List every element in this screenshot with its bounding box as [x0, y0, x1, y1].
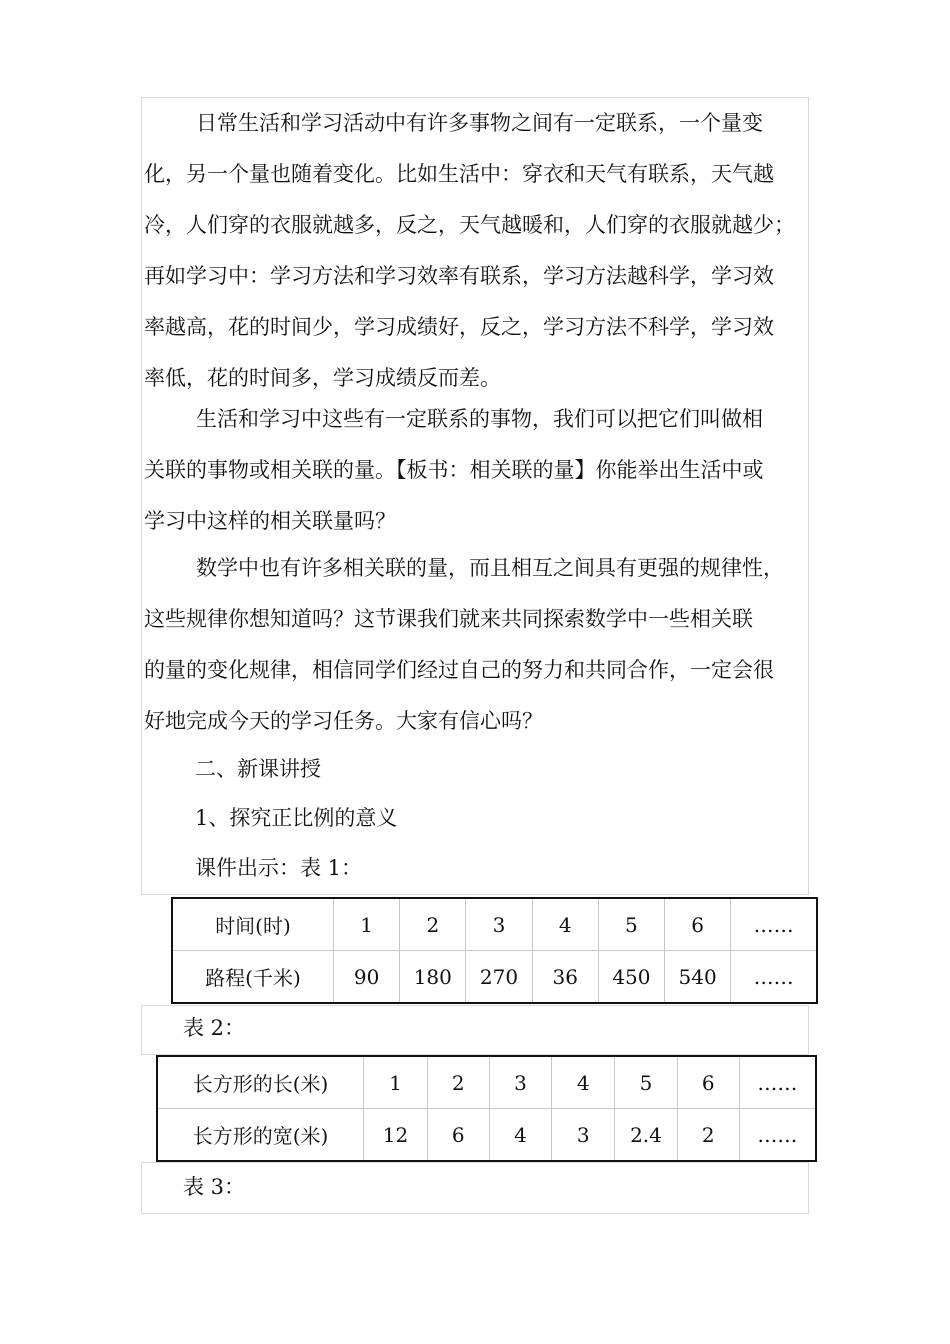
- table-cell: 1: [334, 898, 400, 951]
- table-row: [157, 1056, 816, 1109]
- paragraph-math-rules: [144, 543, 816, 747]
- table-cell: 12: [364, 1109, 428, 1162]
- text-line: 再如学习中：学习方法和学习效率有联系，学习方法越科学，学习效: [144, 264, 774, 288]
- table-3-label: 表 3：: [183, 1175, 246, 1199]
- table-cell: ……: [739, 1109, 816, 1162]
- table-cell: 3: [489, 1056, 552, 1109]
- table-row: [172, 951, 817, 1004]
- row-header: 路程(千米): [172, 951, 334, 1004]
- table-cell: 5: [615, 1056, 678, 1109]
- subsection-heading: 1、探究正比例的意义: [195, 806, 398, 830]
- table-cell: 5: [598, 898, 664, 951]
- table-row: [172, 898, 817, 951]
- table-cell: 2.4: [615, 1109, 678, 1162]
- table-cell: 3: [552, 1109, 615, 1162]
- table-cell: 4: [552, 1056, 615, 1109]
- table-cell: 36: [532, 951, 598, 1004]
- table-cell: 6: [677, 1056, 739, 1109]
- table-1-time-distance: [171, 897, 818, 1004]
- table-cell: 2: [427, 1056, 489, 1109]
- table-2-rectangle: [156, 1055, 817, 1162]
- paragraph-intro: [144, 98, 816, 404]
- table-cell: 4: [489, 1109, 552, 1162]
- text-line: 日常生活和学习活动中有许多事物之间有一定联系，一个量变: [196, 111, 763, 135]
- table-cell: 6: [665, 898, 731, 951]
- table-cell: 540: [665, 951, 731, 1004]
- row-header: 时间(时): [172, 898, 334, 951]
- table-cell: ……: [731, 898, 817, 951]
- table-cell: 3: [466, 898, 532, 951]
- text-line: 生活和学习中这些有一定联系的事物，我们可以把它们叫做相: [196, 407, 763, 431]
- table-cell: ……: [739, 1056, 816, 1109]
- table-2-label: 表 2：: [183, 1016, 246, 1040]
- courseware-label: 课件出示：表 1：: [195, 856, 363, 880]
- table-cell: 90: [334, 951, 400, 1004]
- table-cell: 450: [598, 951, 664, 1004]
- text-line: 冷，人们穿的衣服就越多，反之，天气越暖和，人们穿的衣服就越少；: [144, 213, 795, 237]
- table-cell: 4: [532, 898, 598, 951]
- row-header: 长方形的宽(米): [157, 1109, 364, 1162]
- text-line: 关联的事物或相关联的量。【板书：相关联的量】你能举出生活中或: [144, 458, 764, 482]
- text-line: 的量的变化规律，相信同学们经过自己的努力和共同合作，一定会很: [144, 658, 774, 682]
- table-cell: 2: [677, 1109, 739, 1162]
- table-cell: 1: [364, 1056, 428, 1109]
- text-line: 率低，花的时间多，学习成绩反而差。: [144, 366, 501, 390]
- text-line: 率越高，花的时间少，学习成绩好，反之，学习方法不科学，学习效: [144, 315, 774, 339]
- text-line: 学习中这样的相关联量吗？: [144, 509, 396, 533]
- table-cell: 180: [400, 951, 466, 1004]
- table-cell: 6: [427, 1109, 489, 1162]
- table-row: [157, 1109, 816, 1162]
- text-line: 数学中也有许多相关联的量，而且相互之间具有更强的规律性，: [196, 556, 784, 580]
- text-line: 这些规律你想知道吗？这节课我们就来共同探索数学中一些相关联: [144, 607, 753, 631]
- paragraph-related-quantities: [144, 394, 816, 547]
- table-cell: ……: [731, 951, 817, 1004]
- table-cell: 2: [400, 898, 466, 951]
- text-line: 化，另一个量也随着变化。比如生活中：穿衣和天气有联系，天气越: [144, 162, 774, 186]
- table-cell: 270: [466, 951, 532, 1004]
- section-heading: 二、新课讲授: [195, 757, 321, 781]
- row-header: 长方形的长(米): [157, 1056, 364, 1109]
- text-line: 好地完成今天的学习任务。大家有信心吗？: [144, 709, 543, 733]
